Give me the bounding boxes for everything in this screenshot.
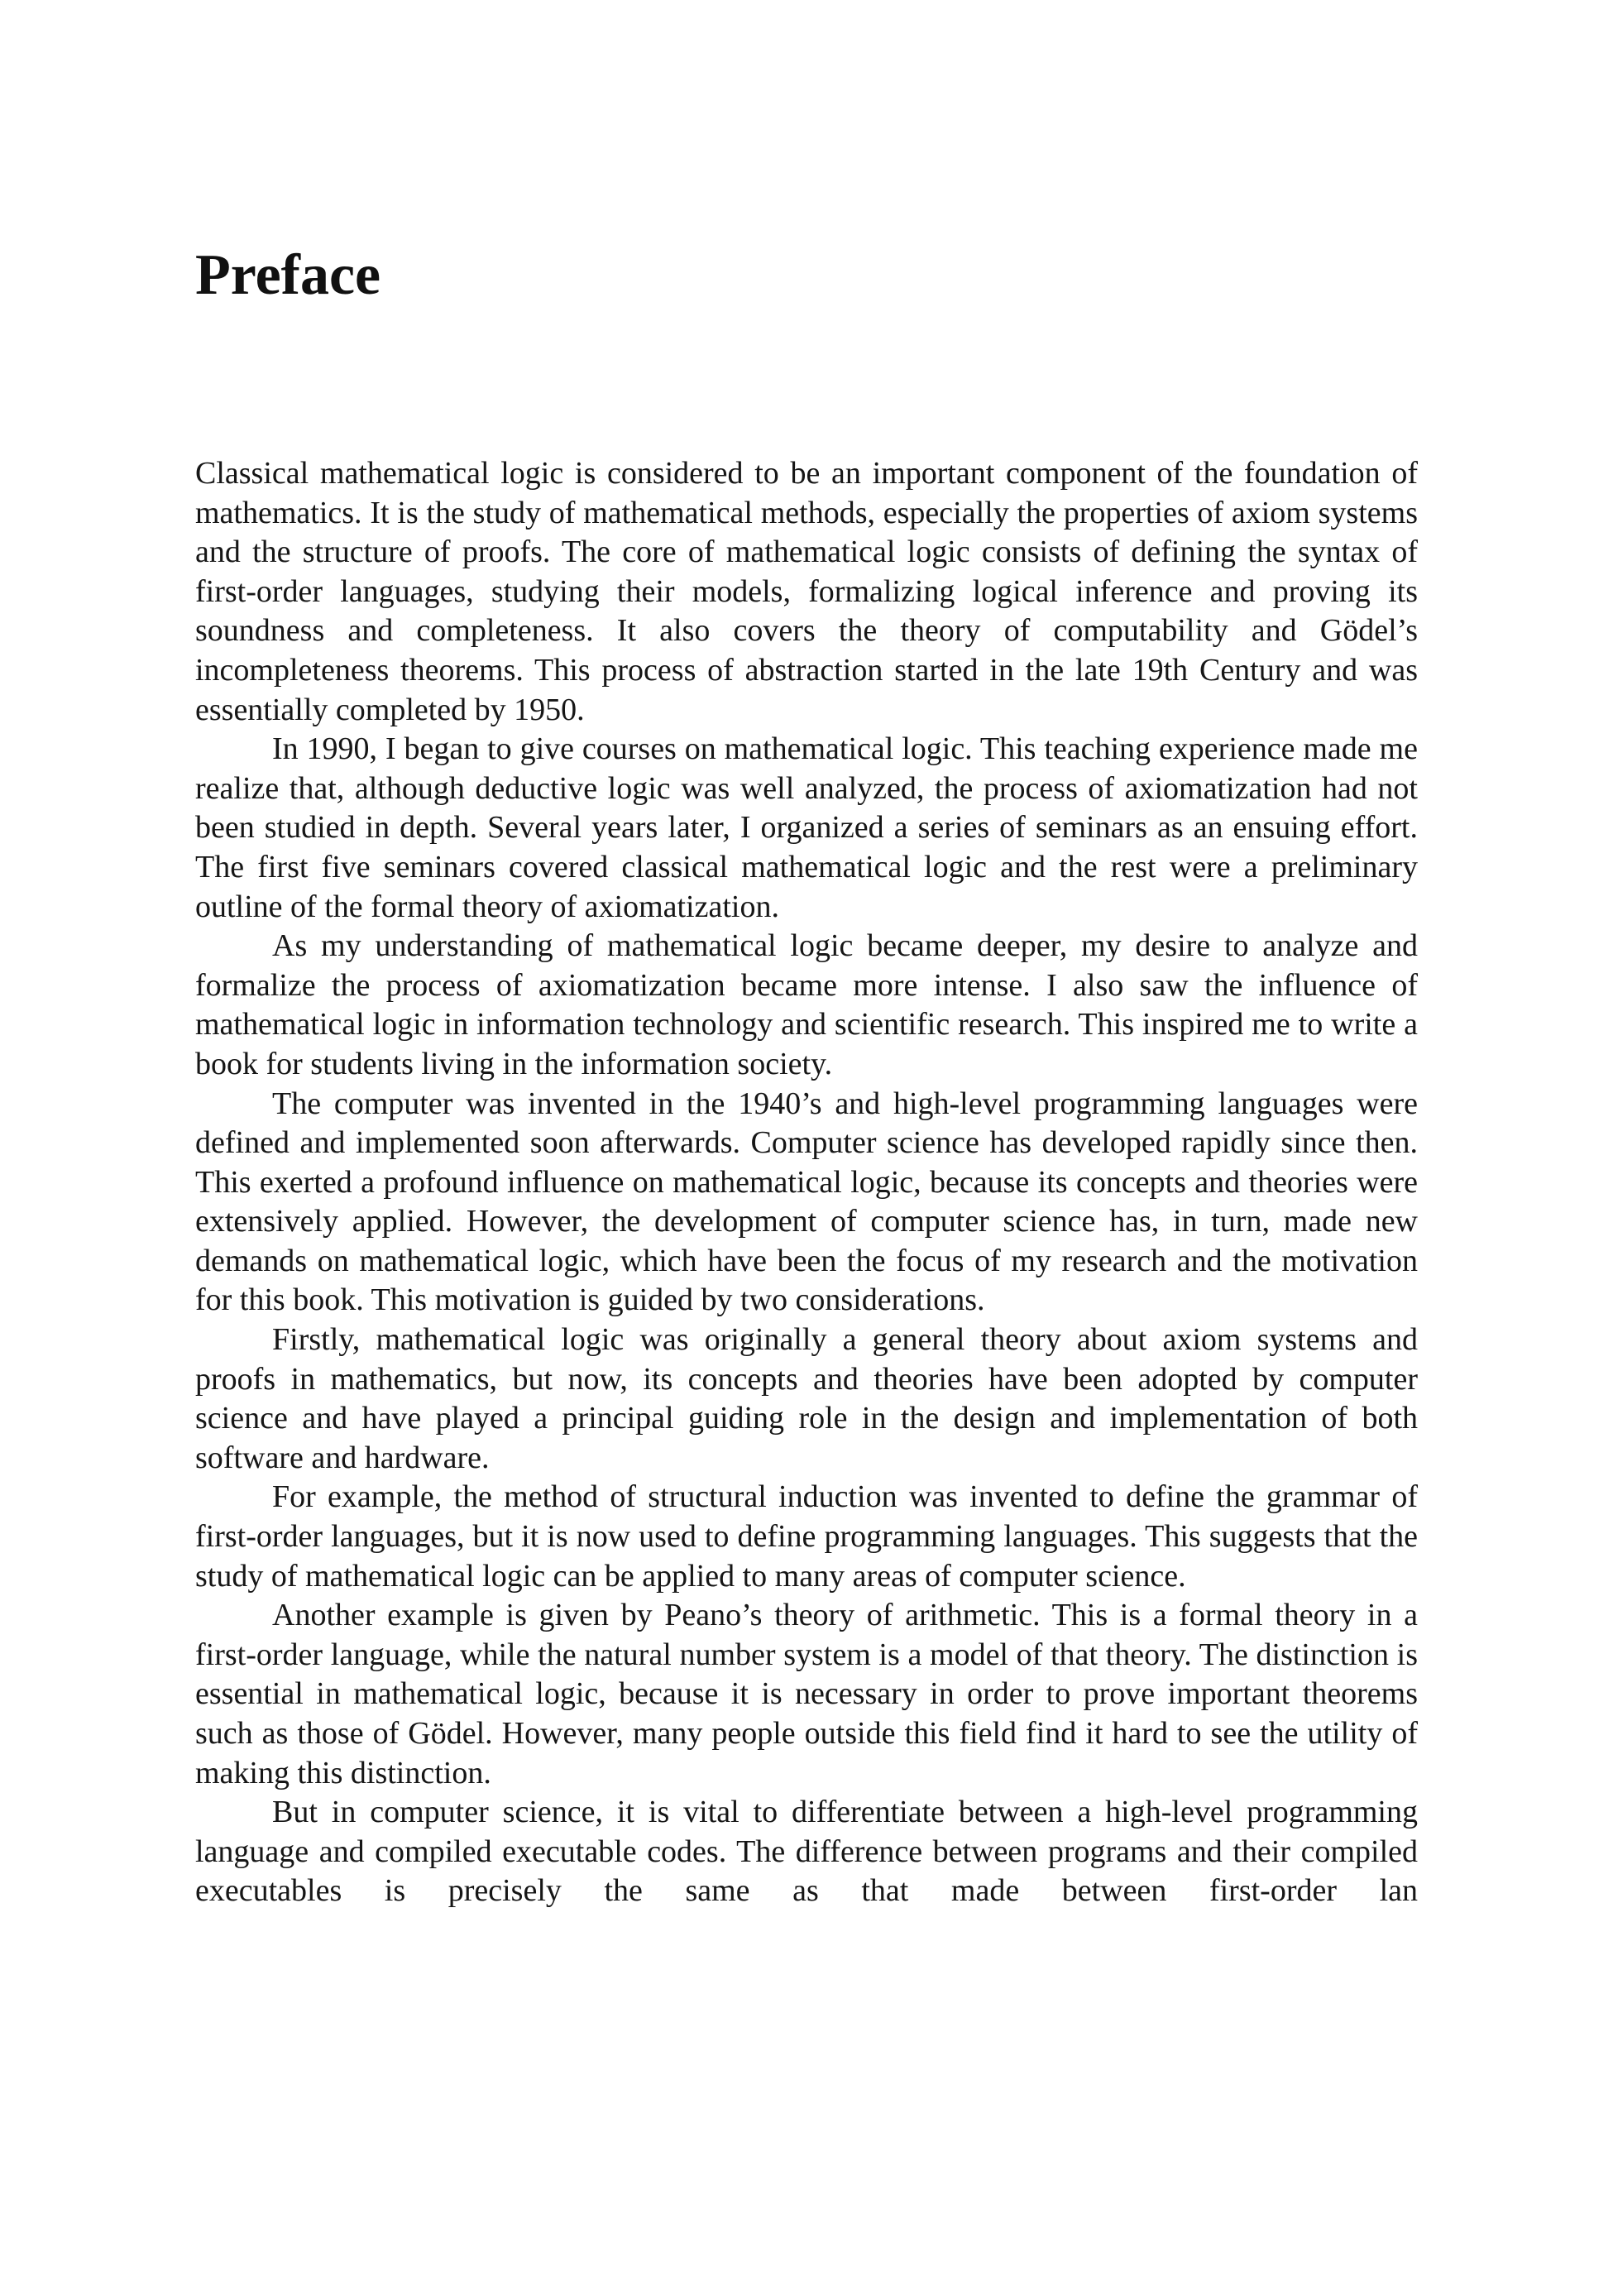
paragraph: In 1990, I began to give courses on mathematical logic. This teaching experience made me realize that, although deductive logic was well analyzed, the process of axiomatization had not been studied in depth. Several years later, I organized a series of seminars as an ensuing effort. The first five seminars covered classical mathematical logic and the rest were a preliminary outline of the formal theory of axiomatization. xyxy=(195,731,1418,924)
chapter-title: Preface xyxy=(195,243,381,307)
paragraph: As my understanding of mathematical logic became deeper, my desire to analyze and formalize the process of axiomatization became more intense. I also saw the influence of mathematical logic in information technology and scientific research. This inspired me to write a book for students living in the information society. xyxy=(195,928,1418,1081)
paragraph: Classical mathematical logic is considered to be an important component of the foundation of mathematics. It is the study of mathematical methods, especially the properties of axiom systems and the structure of proofs. The core of mathematical logic consists of defining the syntax of first-order languages, studying their models, formalizing logical inference and proving its soundness and completeness. It also covers the theory of computability and Gödel’s incompleteness theorems. This process of abstraction started in the late 19th Century and was essentially completed by 1950. xyxy=(195,456,1418,727)
paragraph: Firstly, mathematical logic was originally a general theory about axiom systems and proofs in mathematics, but now, its concepts and theories have been adopted by computer science and have played a principal guiding role in the design and implementation of both software and hardware. xyxy=(195,1322,1418,1475)
preface-body xyxy=(195,454,1418,1911)
paragraph: The computer was invented in the 1940’s and high-level programming languages were defined and implemented soon afterwards. Computer science has developed rapidly since then. This exerted a profound influence on mathematical logic, because its concepts and theories were extensively applied. However, the development of computer science has, in turn, made new demands on mathematical logic, which have been the focus of my research and the motivation for this book. This motivation is guided by two considerations. xyxy=(195,1086,1418,1318)
paragraph: But in computer science, it is vital to differentiate between a high-level programming language and compiled executable codes. The difference between programs and their compiled executables is precisely the same as that made between first-order lan xyxy=(195,1795,1418,1909)
paragraph: Another example is given by Peano’s theory of arithmetic. This is a formal theory in a first-order language, while the natural number system is a model of that theory. The distinction is essential in mathematical logic, because it is necessary in order to prove important theorems such as those of Gödel. However, many people outside this field find it hard to see the utility of making this distinction. xyxy=(195,1598,1418,1790)
paragraph: For example, the method of structural induction was invented to define the grammar of first-order languages, but it is now used to define programming languages. This suggests that the study of mathematical logic can be applied to many areas of computer science. xyxy=(195,1479,1418,1594)
